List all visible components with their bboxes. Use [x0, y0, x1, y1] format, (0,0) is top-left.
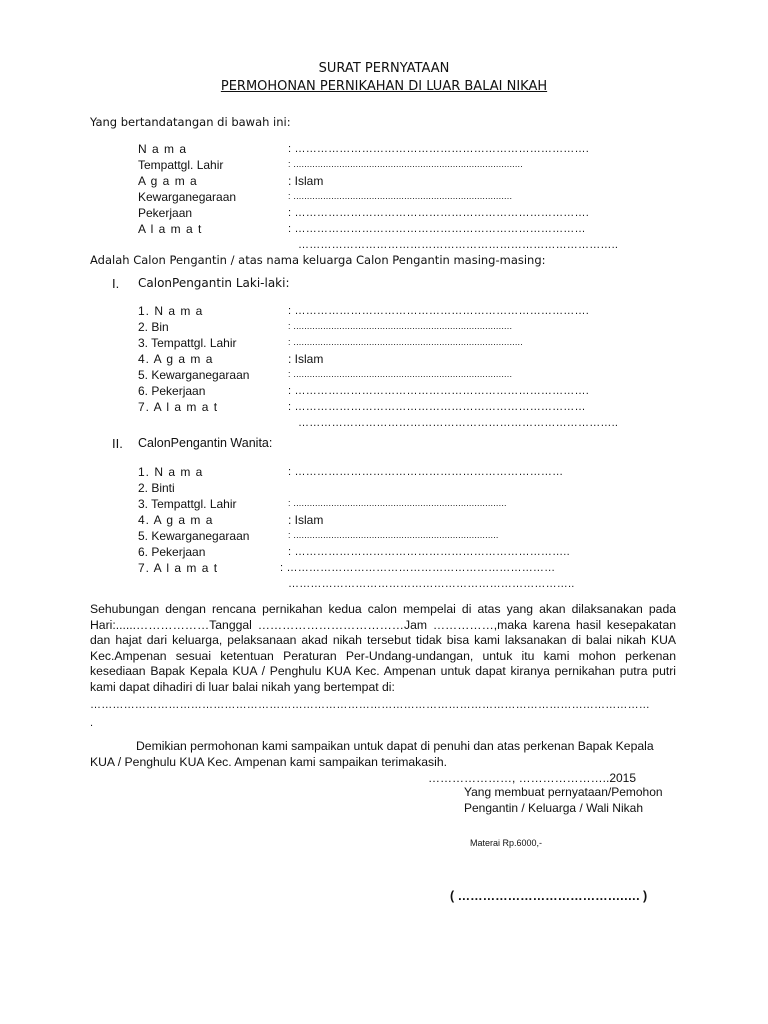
bride-occupation-value: : ………………………………………………………………..	[288, 546, 570, 558]
body-line: dan hajat dari keluarga, pelaksanaan akad nikah tersebut tidak bisa kami laksanakan di balai nikah KUA	[90, 633, 676, 648]
applicant-nationality-value: : .................................................................................	[288, 191, 513, 201]
groom-occupation-value: : …………………………………………………………………….	[288, 385, 589, 397]
location-line: ……………………………………………………………………………………………………………………………………	[90, 699, 650, 711]
applicant-occupation-value: : …………………………………………………………………….	[288, 207, 589, 219]
document-subtitle: PERMOHONAN PERNIKAHAN DI LUAR BALAI NIKAH	[220, 79, 548, 94]
groom-birth-label: 3. Tempattgl. Lahir	[138, 336, 237, 350]
groom-religion-value: : Islam	[288, 352, 324, 366]
bride-numeral: II.	[112, 436, 123, 451]
applicant-religion-value: : Islam	[288, 174, 324, 188]
groom-address-value: : ……………………………………………………………………	[288, 401, 586, 413]
applicant-occupation-label: Pekerjaan	[138, 206, 193, 220]
bride-religion-value: : Islam	[288, 513, 324, 527]
body-line: Sehubungan dengan rencana pernikahan kedua calon mempelai di atas yang akan dilaksanakan pada	[90, 602, 676, 616]
bride-name-label: 1. N a m a	[138, 465, 204, 479]
bride-birth-value: : ...............................................................................	[288, 498, 507, 508]
groom-name-value: : …………………………………………………………………….	[288, 305, 589, 317]
role-statement: Adalah Calon Pengantin / atas nama keluarga Calon Pengantin masing-masing:	[90, 253, 546, 267]
groom-nationality-label: 5. Kewarganegaraan	[138, 368, 250, 382]
applicant-birth-value: : .....................................................................................	[288, 159, 523, 169]
applicant-address-label: A l a m a t	[138, 222, 203, 236]
stamp-note: Materai Rp.6000,-	[470, 838, 543, 848]
groom-occupation-label: 6. Pekerjaan	[138, 384, 206, 398]
signer-line-2: Pengantin / Keluarga / Wali Nikah	[464, 801, 643, 815]
bride-binti-label: 2. Binti	[138, 481, 175, 495]
body-line: Hari:......………………Tanggal ………………………………Jam ……………,maka karena hasil kesepakatan	[90, 617, 676, 632]
bride-heading: CalonPengantin Wanita:	[138, 436, 273, 450]
place-date: …………………, …………………..2015	[428, 771, 637, 785]
bride-birth-label: 3. Tempattgl. Lahir	[138, 497, 237, 511]
bride-address-value: : ………………………………………………………………	[280, 562, 556, 574]
signature-name-placeholder: ( ………………………………….…. )	[450, 889, 648, 903]
location-line-end: .	[90, 717, 94, 729]
applicant-religion-label: A g a m a	[138, 174, 198, 188]
intro-text: Yang bertandatangan di bawah ini:	[90, 115, 291, 129]
groom-name-label: 1. N a m a	[138, 304, 204, 318]
signer-line-1: Yang membuat pernyataan/Pemohon	[464, 785, 663, 799]
groom-heading: CalonPengantin Laki-laki:	[138, 276, 290, 290]
groom-bin-value: : .................................................................................	[288, 321, 513, 331]
applicant-address-line2: …………………………………………………………………………..	[298, 239, 619, 251]
applicant-name-label: N a m a	[138, 142, 188, 156]
body-line: kesediaan Bapak Kepala KUA / Penghulu KUA Kec. Ampenan untuk dapat kiranya pernikahan putra putri	[90, 664, 676, 679]
applicant-name-value: : …………………………………………………………………….	[288, 143, 589, 155]
bride-address-label: 7. A l a m a t	[138, 561, 219, 575]
groom-numeral: I.	[112, 276, 120, 291]
document-title: SURAT PERNYATAAN	[318, 61, 450, 76]
groom-nationality-value: : .................................................................................	[288, 369, 513, 379]
groom-bin-label: 2. Bin	[138, 320, 169, 334]
bride-name-value: : ………………………………………………………………	[288, 466, 564, 478]
bride-nationality-value: : ............................................................................	[288, 530, 499, 540]
applicant-nationality-label: Kewarganegaraan	[138, 190, 237, 204]
closing-line-1: Demikian permohonan kami sampaikan untuk dapat di penuhi dan atas perkenan Bapak Kepala	[136, 739, 654, 753]
closing-line-2: KUA / Penghulu KUA Kec. Ampenan kami sampaikan terimakasih.	[90, 755, 448, 769]
bride-occupation-label: 6. Pekerjaan	[138, 545, 206, 559]
applicant-birth-label: Tempattgl. Lahir	[138, 158, 224, 172]
bride-religion-label: 4. A g a m a	[138, 513, 214, 527]
applicant-address-value: : ……………………………………………………………………	[288, 223, 586, 235]
bride-address-line2: …………………………………………………………………..	[288, 578, 575, 590]
bride-nationality-label: 5. Kewarganegaraan	[138, 529, 250, 543]
body-paragraph	[90, 602, 676, 696]
body-line: Kec.Ampenan sesuai ketentuan Peraturan Per-Undang-undangan, untuk itu kami mohon perkenan	[90, 648, 676, 663]
groom-address-label: 7. A l a m a t	[138, 400, 219, 414]
groom-religion-label: 4. A g a m a	[138, 352, 214, 366]
body-line: kami dapat dihadiri di luar balai nikah yang bertempat di:	[90, 679, 395, 694]
groom-address-line2: …………………………………………………………………………..	[298, 417, 619, 429]
groom-birth-value: : .....................................................................................	[288, 337, 523, 347]
